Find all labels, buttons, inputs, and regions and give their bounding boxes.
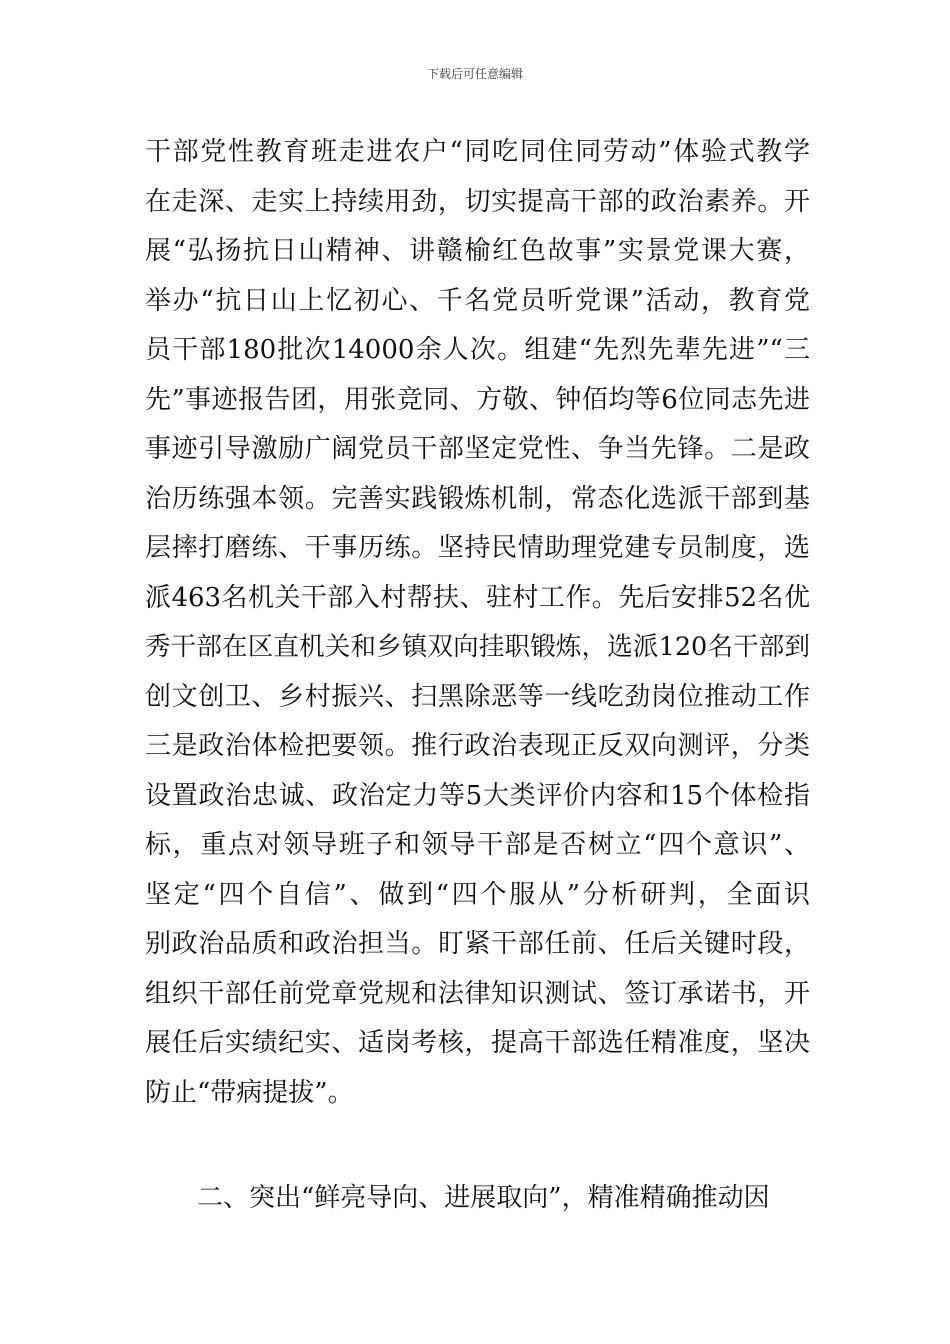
- paragraph-line: 层摔打磨练、干事历练。坚持民情助理党建专员制度，选: [145, 533, 810, 563]
- paragraph-line: 组织干部任前党章党规和法律知识测试、签订承诺书，开: [145, 978, 810, 1009]
- paragraph-line: 设置政治忠诚、政治定力等5大类评价内容和15个体检指: [145, 780, 810, 811]
- paragraph-line: 先”事迹报告团，用张竞同、方敬、钟佰均等6位同志先进: [145, 384, 810, 415]
- paragraph-line: 员干部180批次14000余人次。组建“先烈先辈先进”“三: [145, 335, 810, 365]
- paragraph-line: 事迹引导激励广阔党员干部坚定党性、争当先锋。二是政: [145, 434, 810, 464]
- paragraph-line: 治历练强本领。完善实践锻炼机制，常态化选派干部到基: [145, 483, 810, 514]
- paragraph-line: 秀干部在区直机关和乡镇双向挂职锻炼，选派120名干部到: [145, 632, 810, 662]
- paragraph-line: 标，重点对领导班子和领导干部是否树立“四个意识”、: [145, 830, 810, 860]
- page-header: 下载后可任意编辑: [426, 67, 523, 81]
- paragraph-line: 防止“带病提拔”。: [145, 1077, 354, 1108]
- paragraph-line: 展“弘扬抗日山精神、讲赣榆红色故事”实景党课大赛，: [145, 236, 810, 266]
- paragraph-line: 干部党性教育班走进农户“同吃同住同劳动”体验式教学: [145, 137, 810, 167]
- paragraph-line: 派463名机关干部入村帮扶、驻村工作。先后安排52名优: [145, 582, 810, 613]
- paragraph-line: 举办“抗日山上忆初心、千名党员听党课”活动，教育党: [145, 285, 810, 316]
- body-paragraph: [145, 128, 810, 1118]
- paragraph-line: 创文创卫、乡村振兴、扫黑除恶等一线吃劲岗位推动工作: [145, 681, 810, 712]
- paragraph-line: 三是政治体检把要领。推行政治表现正反双向测评，分类: [145, 731, 810, 761]
- paragraph-line: 展任后实绩纪实、适岗考核，提高干部选任精准度，坚决: [145, 1028, 810, 1058]
- paragraph-line: 坚定“四个自信”、做到“四个服从”分析研判，全面识: [145, 879, 810, 910]
- paragraph-line: 在走深、走实上持续用劲，切实提高干部的政治素养。开: [145, 186, 810, 217]
- paragraph-line: 别政治品质和政治担当。盯紧干部任前、任后关键时段，: [145, 929, 810, 959]
- section-heading: 二、突出“鲜亮导向、进展取向”，精准精确推动因: [197, 1183, 770, 1213]
